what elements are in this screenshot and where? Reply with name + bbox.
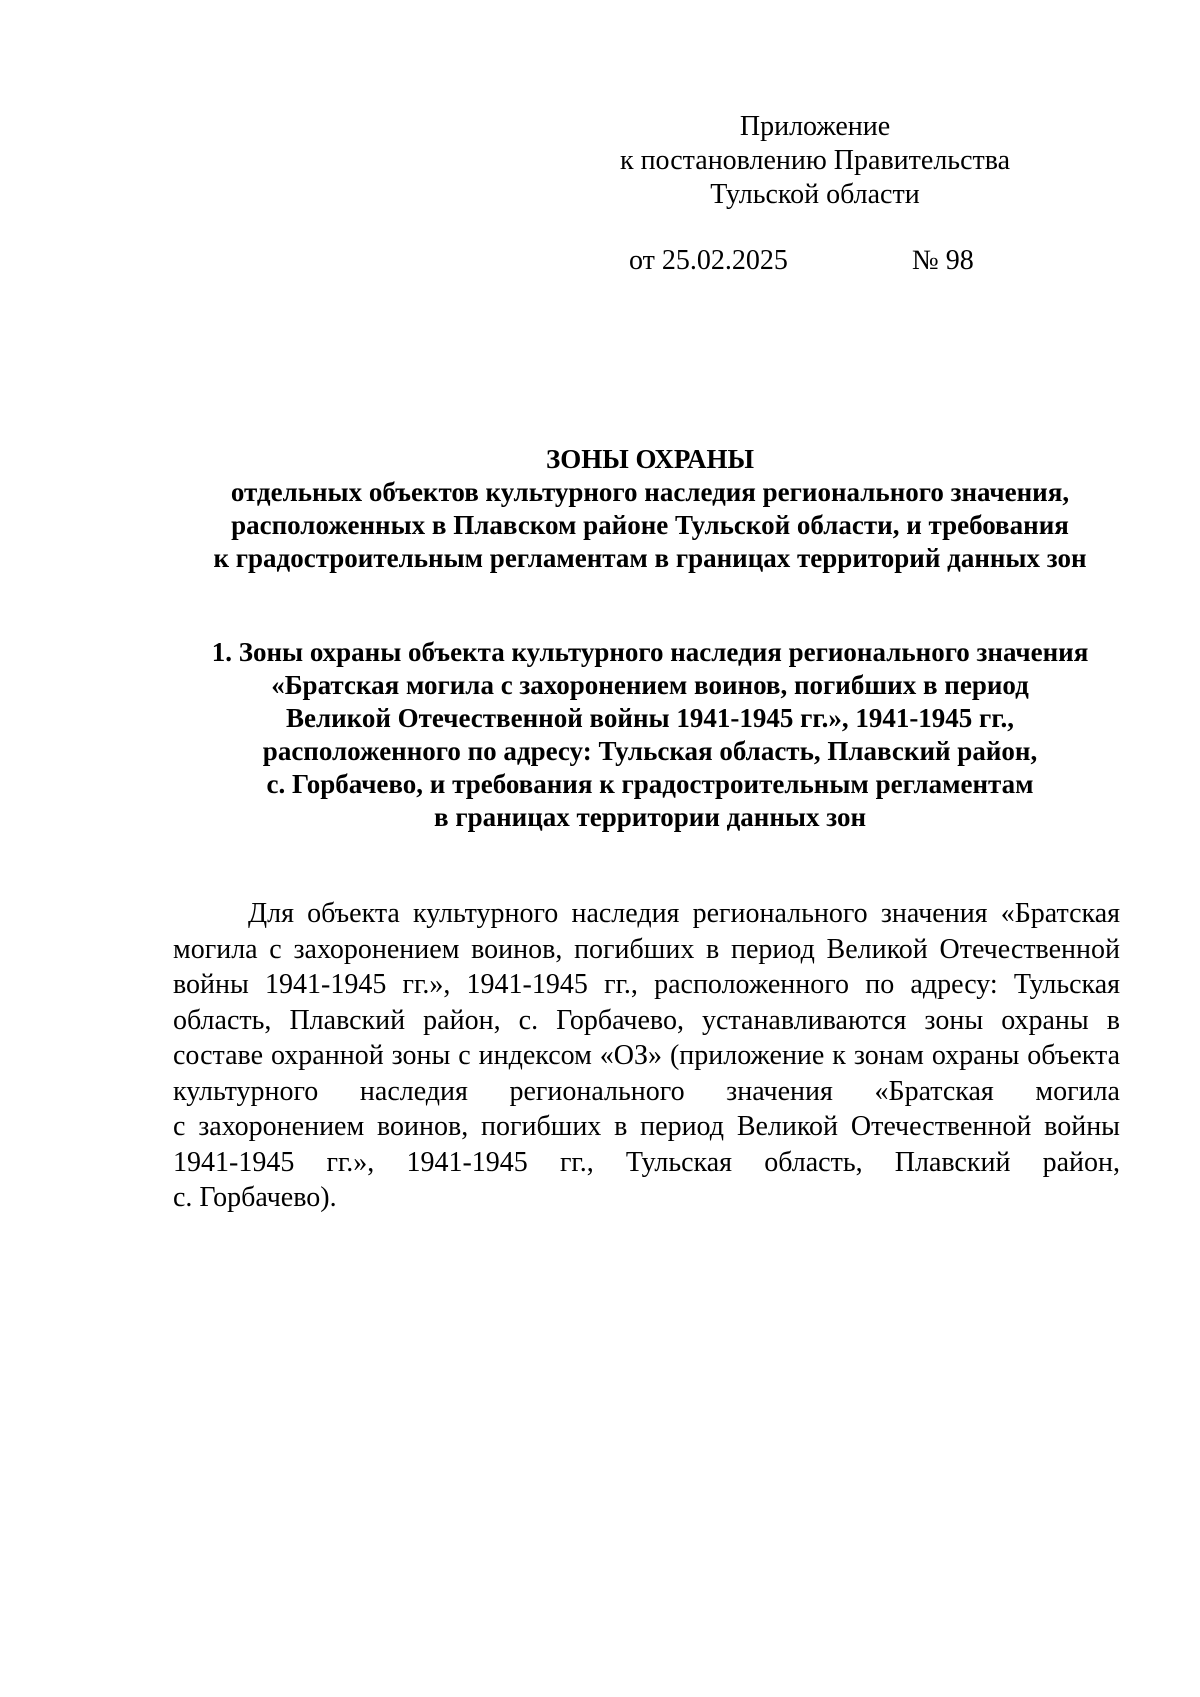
section-heading-line: «Братская могила с захоронением воинов, погибших в период (271, 670, 1029, 700)
paragraph-line: войны 1941-1945 гг.», 1941-1945 гг., расположенного по адресу: Тульская (173, 969, 1120, 1000)
paragraph-line: с захоронением воинов, погибших в период Великой Отечественной войны (173, 1111, 1120, 1142)
paragraph-line: Для объекта культурного наследия регионального значения «Братская (248, 898, 1120, 929)
section-heading-line: 1. Зоны охраны объекта культурного наследия регионального значения (211, 637, 1089, 667)
section-heading-line: Великой Отечественной войны 1941-1945 гг.», 1941-1945 гг., (285, 703, 1015, 733)
paragraph-line: культурного наследия регионального значения «Братская могила (173, 1075, 1120, 1107)
section-1-paragraph (173, 896, 1120, 1216)
resolution-date: от 25.02.2025 (629, 245, 788, 276)
paragraph-line: могила с захоронением воинов, погибших в период Великой Отечественной (173, 933, 1120, 965)
section-heading-line: расположенного по адресу: Тульская область, Плавский район, (262, 736, 1038, 766)
title-line: отдельных объектов культурного наследия регионального значения, (230, 477, 1070, 507)
paragraph-line: 1941-1945 гг.», 1941-1945 гг., Тульская область, Плавский район, (173, 1146, 1120, 1178)
paragraph-line: с. Горбачево). (173, 1182, 337, 1213)
title-line: ЗОНЫ ОХРАНЫ (546, 444, 754, 474)
resolution-number: № 98 (912, 245, 974, 276)
appendix-resolution-ref: к постановлению Правительства (619, 145, 1011, 176)
appendix-header (615, 110, 1015, 212)
paragraph-line: область, Плавский район, с. Горбачево, устанавливаются зоны охраны в (173, 1004, 1120, 1036)
appendix-label: Приложение (739, 111, 891, 142)
section-heading-line: с. Горбачево, и требования к градостроительным регламентам (266, 769, 1034, 799)
title-line: расположенных в Плавском районе Тульской области, и требования (231, 510, 1069, 540)
section-heading-line: в границах территории данных зон (434, 802, 866, 832)
paragraph-line: составе охранной зоны с индексом «ОЗ» (приложение к зонам охраны объекта (173, 1040, 1120, 1071)
title-line: к градостроительным регламентам в границах территорий данных зон (213, 543, 1087, 573)
appendix-region: Тульской области (710, 179, 920, 210)
document-title (100, 443, 1200, 575)
section-1-heading (100, 636, 1200, 834)
